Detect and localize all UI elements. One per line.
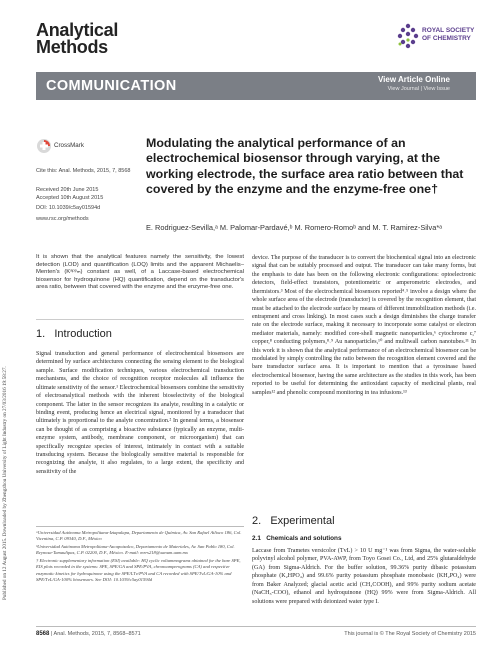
footnote-divider: [36, 526, 244, 527]
crossmark-icon: [36, 138, 52, 154]
abstract-divider: [36, 319, 244, 320]
footnotes: [36, 530, 244, 585]
received-date: Received 20th June 2015: [36, 187, 99, 193]
download-notice: [2, 300, 12, 600]
footer-left: 8568 | Anal. Methods, 2015, 7, 8568–8571: [36, 631, 141, 637]
footer-right: [344, 631, 476, 637]
rsc-wordmark-line1: ROYAL SOCIETY: [422, 27, 475, 34]
journal-title-line1: Analytical: [36, 20, 119, 40]
citation-line: Cite this: Anal. Methods, 2015, 7, 8568: [36, 168, 131, 174]
download-notice-text: Published on 12 August 2015. Downloaded by Zhengzhou University of Light Industry on 27/03/2016 19:58:27.: [2, 366, 8, 600]
footer-divider: [36, 626, 476, 627]
journal-site-link[interactable]: www.rsc.org/methods: [36, 216, 89, 222]
right-column-text: device. The purpose of the transducer is to convert the biochemical signal into an electronic signal that can be suitably processed and output. The transducer can take many forms, but the emphasis to date has been on the following electronic configurations: optoelectronic detectors, field-effect transistors, potentiometric or amperometric electrodes, and thermistors.³ Most of the electrochemical biosensors reported⁴˒⁵ involve a design where the whole surface area of the electrode (transductor) is covered by the recognition element, that must be attached to the electrode surface by means of different immobilization methods (i.e. entrapment and cross linking). In most cases such a design diminishes the charge transfer rate on the electrode surface, making it necessary to incorporate some catalyst or electron mediator materials, namely: modified core-shell magnetic nanoparticles,⁶ cytochrome c,⁷ copper,⁸ conducting polymers,⁸˒⁹ Au nanoparticles,¹⁰ and multiwall carbon nanotubes.¹¹ In this work it is shown that the analytical performance of an electrochemical biosensor can be modulated by simply controlling the ratio between the recognition element covered and the bare transductor surface area. It is important to mention that a tyrosinase based electrochemical biosensor, having the same architecture as the studies in this work, has been reported to be useful for determining the antioxidant capacity of medicinal plants, real samples¹² and phenolic compound monitoring in tea infusions.¹³: [252, 255, 476, 396]
accepted-date: Accepted 10th August 2015: [36, 195, 104, 201]
journal-title-line2: Methods: [36, 37, 108, 57]
view-article-online-link[interactable]: View Article Online: [377, 75, 450, 84]
experimental-text: Laccase from Trametes versicolor (TvL) > 10 U mg⁻¹ was from Sigma, the water-soluble polyvinyl alcohol polymer, PVA-AWP, from Toyo Gosei Co., Ltd, and 25% glutaraldehyde (GA) from Sigma-Aldrich. For the buffer solution, 99.36% purity dibasic potassium phosphate (K₂HPO₄) and 99.6% purity potassium phosphate monobasic (KH₂PO₄) were from Baker Analyzed; glacial acetic acid (CH₃COOH), and 99% purity sodium acetate (NaCH₃-COO), ethanol and hydroquinone (HQ) 99% were from Sigma-Aldrich. All solutions were prepared with deionized water type I.: [252, 548, 476, 605]
crossmark-badge[interactable]: [36, 138, 96, 156]
footnote-esi: † Electronic supplementary information (ESI) available: HQ cyclic voltammograms obtained for the bare SPE, EIS plots recorded in the systems: SPE, SPE/GA and SPE/PVA, chronoamperograms (CA) and respective enzymatic kinetics for hydroquinone using the SPE/LTv/PVA and CA recorded with SPE/TvL/GA-10% and SPE/TvL/GA-100% biosensors. See DOI: 10.1039/c5ay01594d: [36, 558, 241, 582]
journal-title[interactable]: [36, 22, 136, 56]
doi-link[interactable]: DOI: 10.1039/c5ay01594d: [36, 205, 101, 211]
author-list: E. Rodriguez-Sevilla,ᵃ M. Palomar-Pardavé,ᵇ M. Romero-Romoᵇ and M. T. Ramirez-Silva*ᵃ: [146, 223, 442, 232]
article-title: Modulating the analytical performance of an electrochemical biosensor through varying, at the working electrode, the surface area ratio between that covered by the enzyme and the enzyme-free one†: [146, 136, 464, 196]
rsc-wordmark-line2: OF CHEMISTRY: [422, 35, 471, 42]
rsc-wordmark: [422, 27, 474, 43]
introduction-text: Signal transduction and general performance of electrochemical biosensors are determined by surface architectures connecting the sensing element to the biological sample. Surface modification techniques, various electrochemical transduction mechanisms, and the choice of recognition receptor molecules all influence the ultimate sensitivity of the sensor.¹ Electrochemical biosensors combine the sensitivity of electroanalytical methods with the inherent bioselectivity of the biological component. The latter in the sensor recognizes its analyte, resulting in a catalytic or binding event, producing hence an electrical signal, monitored by a transducer that ultimately is proportional to the analyte concentration.² In general terms, a biosensor can be thought of as comprising a bioactive substance (typically an enzyme, multi-enzyme system, antibody, membrane component, or microorganism) that can specifically recognize species of interest, intimately in contact with a suitable transducing system. Because the biologically sensitive material is responsible for recognizing the analyte, it also regulates, to a large extent, the specificity and sensitivity of the: [36, 351, 244, 475]
section-heading-experimental: 2. Experimental: [252, 515, 335, 527]
view-journal-issue-links[interactable]: View Journal | View Issue: [387, 86, 450, 92]
subsection-heading-chemicals: 2.1 Chemicals and solutions: [252, 535, 342, 542]
abstract: It is shown that the analytical features namely the sensitivity, the lowest detection (LOD) and quantification (LOQ) limits and the apparent Michaelis–Menten's (Kᵃᵖᵖₘ) constant as well, of a Laccase-based electrochemical biosensor for hydroquinone (HQ) quantification, depend on the transductor's area ratio, between that covered with the enzyme and the enzyme-free one.: [36, 254, 244, 291]
article-type-label: COMMUNICATION: [46, 78, 177, 94]
footnote-affiliation-b: ᵇUniversidad Autónoma Metropolitana-Azcapotzalco, Departamento de Materiales, Av. San Pablo 180, Col. Reynosa-Tamaulipas, C.P. 02200, D.F., México. E-mail: mrrs218@xanum.uam.mx: [36, 544, 235, 556]
copyright-notice: This journal is © The Royal Society of Chemistry 2015: [344, 631, 476, 637]
page-number: 8568: [36, 631, 50, 637]
journal-reference: Anal. Methods, 2015, 7, 8568–8571: [53, 631, 141, 637]
crossmark-label: CrossMark: [54, 142, 84, 149]
footnote-affiliation-a: ᵃUniversidad Autónoma Metropolitana-Iztapalapa, Departamento de Química, Av. San Rafael Atlixco 186, Col. Vicentina, C.P. 09340, D.F., México: [36, 530, 242, 542]
section-heading-introduction: 1. Introduction: [36, 328, 112, 340]
article-type-banner: [36, 72, 476, 100]
